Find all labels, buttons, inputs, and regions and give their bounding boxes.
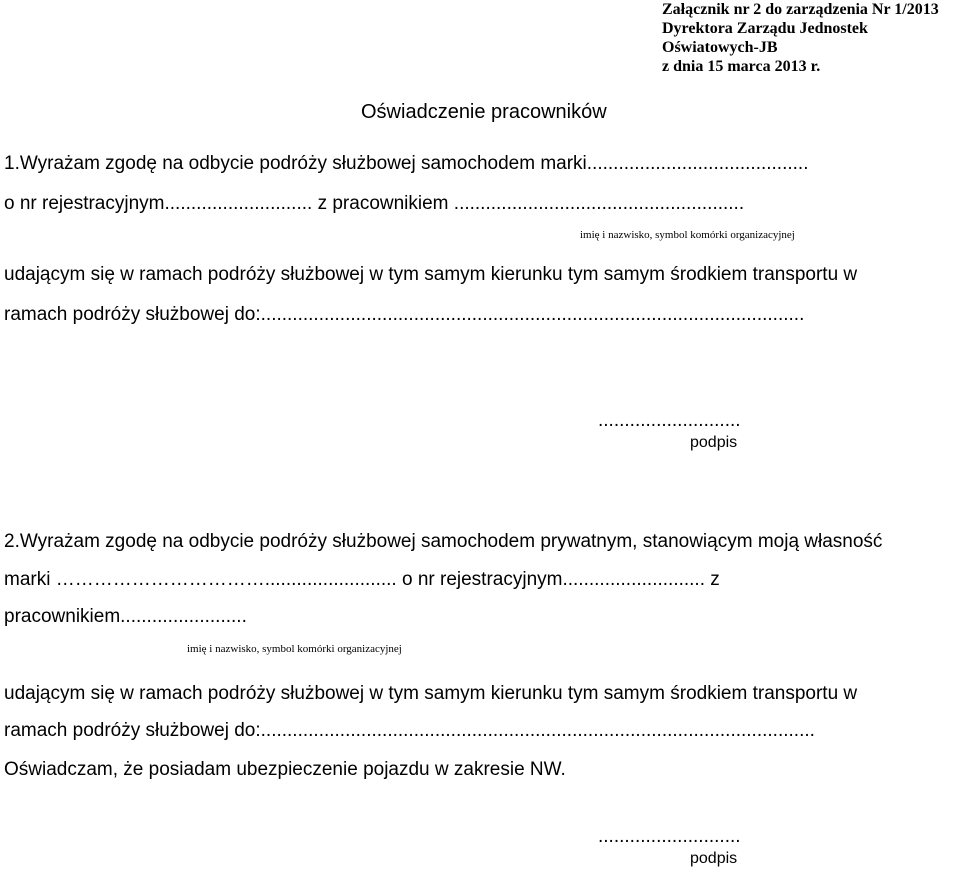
section1-line1: 1.Wyrażam zgodę na odbycie podróży służbowej samochodem marki.......................................... xyxy=(4,153,809,174)
section1-line2: o nr rejestracyjnym............................ z pracownikiem ....................................................... xyxy=(4,193,745,214)
section2-line2: marki ……………………………......................... o nr rejestracyjnym........................... z xyxy=(4,569,720,590)
section2-name-caption: imię i nazwisko, symbol komórki organizacyjnej xyxy=(187,643,402,655)
section2-line5: ramach podróży służbowej do:......................................................................................................... xyxy=(4,720,815,741)
section2-line3: pracownikiem........................ xyxy=(4,606,247,627)
section1-line4: ramach podróży służbowej do:....................................................................................................... xyxy=(4,304,805,325)
section1-signature-line: ........................... xyxy=(598,410,741,431)
attachment-note xyxy=(662,0,939,76)
attachment-note-line: Załącznik nr 2 do zarządzenia Nr 1/2013 xyxy=(662,1,939,18)
attachment-note-line: Dyrektora Zarządu Jednostek xyxy=(662,20,868,37)
section2-line1: 2.Wyrażam zgodę na odbycie podróży służbowej samochodem prywatnym, stanowiącym moją własność xyxy=(4,531,883,552)
section2-line6: Oświadczam, że posiadam ubezpieczenie pojazdu w zakresie NW. xyxy=(4,759,566,780)
section2-line4: udającym się w ramach podróży służbowej w tym samym kierunku tym samym środkiem transportu w xyxy=(4,683,858,704)
attachment-note-line: z dnia 15 marca 2013 r. xyxy=(662,58,821,75)
section1-name-caption: imię i nazwisko, symbol komórki organizacyjnej xyxy=(580,229,795,241)
section1-signature-label: podpis xyxy=(690,434,738,451)
document-title: Oświadczenie pracowników xyxy=(361,101,607,123)
section2-signature-label: podpis xyxy=(690,850,738,867)
section1-line3: udającym się w ramach podróży służbowej w tym samym kierunku tym samym środkiem transportu w xyxy=(4,264,858,285)
attachment-note-line: Oświatowych-JB xyxy=(662,39,778,56)
section2-signature-line: ........................... xyxy=(598,826,741,847)
